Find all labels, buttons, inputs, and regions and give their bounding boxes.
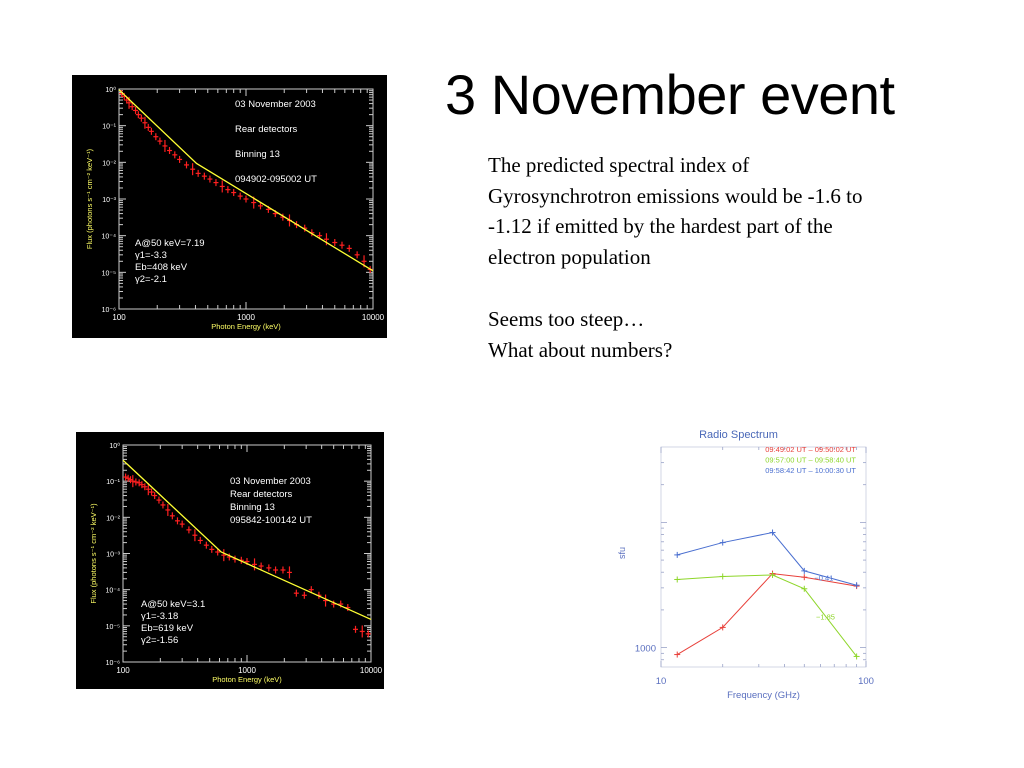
- chart-background: [76, 432, 384, 689]
- y-tick-label: 1000: [634, 643, 656, 655]
- chart-annotation: 095842-100142 UT: [230, 515, 312, 526]
- y-tick-label: 10⁻⁴: [105, 587, 120, 595]
- y-tick-label: 10⁻⁴: [101, 233, 116, 241]
- plot-frame: [661, 447, 866, 667]
- legend-entry: 09:57:00 UT – 09:58:40 UT: [765, 455, 856, 465]
- chart-annotation: Binning 13: [230, 502, 275, 513]
- radio-spectrum-chart: [604, 420, 884, 710]
- y-tick-label: 10⁻²: [102, 160, 116, 168]
- y-axis-label: Flux (photons s⁻¹ cm⁻² keV⁻¹): [85, 148, 94, 250]
- x-tick-label: 100: [116, 666, 130, 675]
- x-axis-label: Photon Energy (keV): [212, 675, 282, 684]
- y-tick-label: 10⁻⁶: [105, 660, 120, 667]
- slope-annotation: −1.85: [815, 612, 835, 622]
- paragraph-prediction: The predicted spectral index of Gyrosynchrotron emissions would be -1.6 to -1.12 if emitted by the hardest part of the electron population: [488, 153, 863, 269]
- y-tick-label: 10⁻³: [102, 197, 116, 204]
- slope-annotation: −0.41: [814, 573, 834, 583]
- y-tick-label: 10⁻⁵: [105, 623, 120, 631]
- chart-annotation: Rear detectors: [235, 124, 298, 135]
- chart-annotation: 094902-095002 UT: [235, 174, 317, 185]
- slide-body: [488, 150, 888, 365]
- x-axis-label: Photon Energy (keV): [211, 322, 281, 331]
- y-tick-label: 10⁰: [109, 443, 120, 450]
- fit-parameter: γ1=-3.3: [135, 250, 167, 261]
- x-tick-label: 10000: [359, 666, 383, 675]
- y-tick-label: 10⁰: [105, 87, 116, 94]
- fit-parameter: A@50 keV=7.19: [135, 238, 205, 249]
- y-tick-label: 10⁻³: [106, 551, 120, 559]
- chart-title: 03 November 2003: [235, 99, 316, 110]
- photon-spectrum-chart-1: [72, 75, 387, 338]
- y-tick-label: 10⁻¹: [106, 479, 120, 487]
- x-axis-label: Frequency (GHz): [727, 690, 800, 701]
- paragraph-steep: Seems too steep…: [488, 307, 645, 331]
- chart-annotation: Rear detectors: [230, 489, 293, 500]
- y-tick-label: 10⁻¹: [102, 123, 116, 131]
- y-tick-label: 10⁻²: [106, 515, 120, 523]
- y-axis-label: Flux (photons s⁻¹ cm⁻² keV⁻¹): [89, 503, 98, 604]
- chart-title: Radio Spectrum: [699, 429, 778, 441]
- fit-parameter: γ2=-2.1: [135, 274, 167, 285]
- x-tick-label: 1000: [237, 313, 255, 322]
- y-tick-label: 10⁻⁵: [101, 270, 116, 278]
- fit-parameter: γ1=-3.18: [141, 611, 179, 622]
- x-tick-label: 10: [655, 676, 667, 687]
- paragraph-numbers: What about numbers?: [488, 337, 673, 362]
- legend-entry: 09:49:02 UT – 09:50:02 UT: [765, 445, 856, 454]
- chart-title: 03 November 2003: [230, 476, 311, 487]
- y-axis-label: sfu: [617, 546, 627, 560]
- fit-parameter: γ2=-1.56: [141, 635, 179, 646]
- chart-annotation: Binning 13: [235, 149, 280, 160]
- photon-spectrum-chart-2: [76, 432, 384, 689]
- slide-title: 3 November event: [445, 63, 895, 126]
- legend-entry: 09:58:42 UT – 10:00:30 UT: [765, 466, 856, 475]
- fit-parameter: Eb=408 keV: [135, 262, 188, 273]
- x-tick-label: 1000: [238, 666, 256, 675]
- x-tick-label: 10000: [361, 313, 385, 322]
- fit-parameter: Eb=619 keV: [141, 623, 194, 634]
- fit-parameter: A@50 keV=3.1: [141, 599, 206, 610]
- x-tick-label: 100: [858, 676, 874, 687]
- y-tick-label: 10⁻⁶: [101, 307, 116, 314]
- x-tick-label: 100: [112, 313, 126, 322]
